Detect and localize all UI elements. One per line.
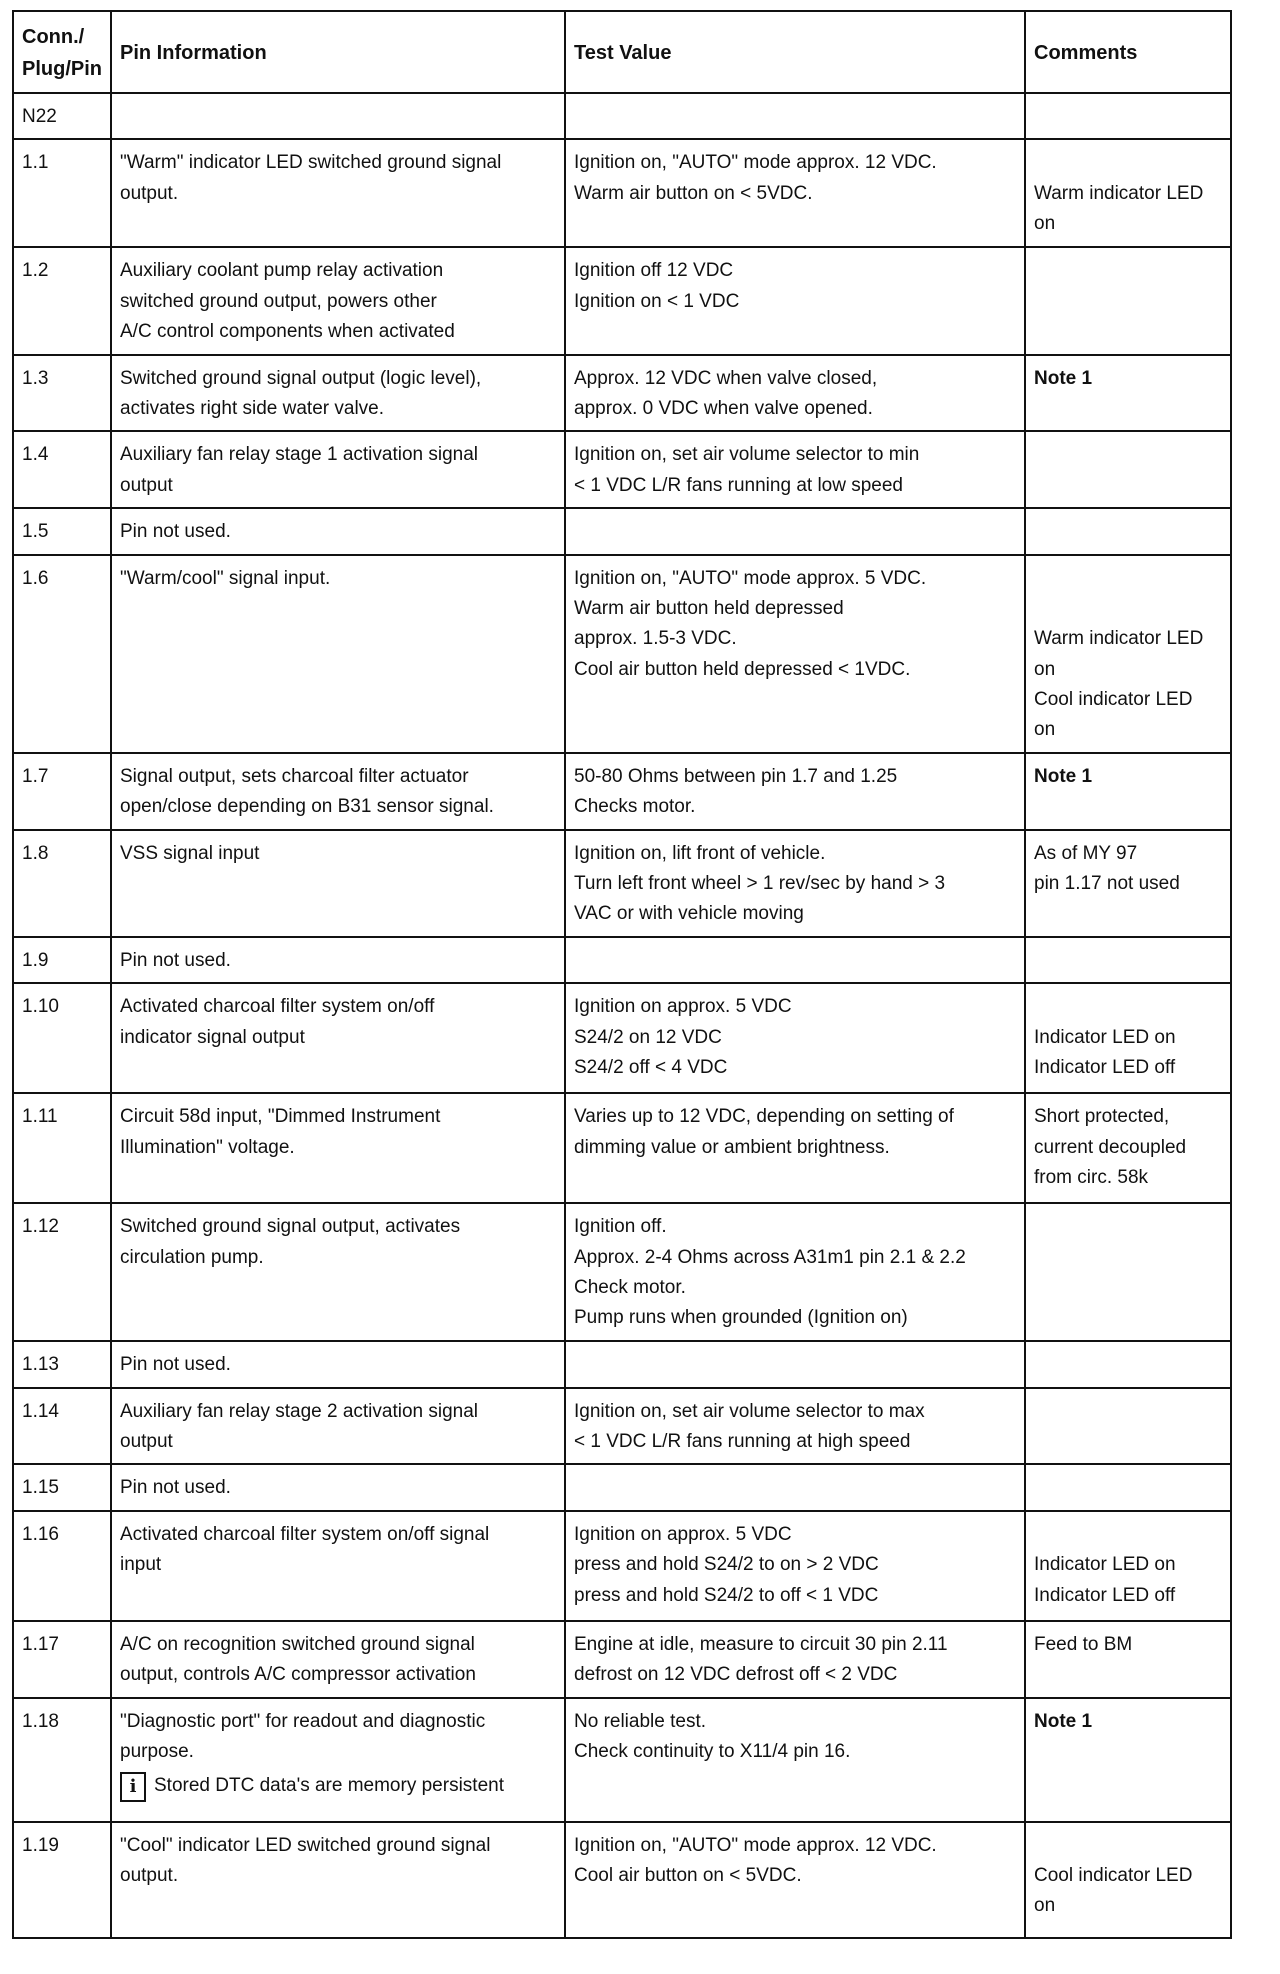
info-line: "Warm/cool" signal input. [120,567,331,589]
pin-information-cell [111,753,565,830]
info-line: output [120,1430,173,1452]
pin-number: 1.8 [22,842,49,864]
test-value-cell [565,247,1025,354]
pin-information-cell [111,247,565,354]
table-row [13,93,1231,139]
table-row [13,753,1231,830]
test-line: Cool air button on < 5VDC. [574,1864,802,1886]
info-line: Circuit 58d input, "Dimmed Instrument [120,1106,441,1128]
info-note [120,1771,556,1801]
info-line: Pin not used. [120,521,231,543]
pin-information-cell [111,431,565,508]
test-line: Ignition on, lift front of vehicle. [574,842,826,864]
test-value-cell [565,1511,1025,1621]
test-line: Ignition on, "AUTO" mode approx. 12 VDC. [574,1834,937,1856]
test-line: Check motor. [574,1276,686,1298]
pin-number: 1.15 [22,1477,59,1499]
test-value-cell [565,1388,1025,1465]
comments-line: Warm indicator LED [1034,182,1204,204]
comments-cell [1025,555,1231,753]
test-line: 50-80 Ohms between pin 1.7 and 1.25 [574,765,898,787]
comments-line [1034,1520,1222,1550]
pin-cell [13,1698,111,1822]
info-line: Signal output, sets charcoal filter actuator [120,765,469,787]
pin-cell [13,355,111,432]
test-line: Ignition on approx. 5 VDC [574,996,792,1018]
pin-number: 1.18 [22,1710,59,1732]
test-line: dimming value or ambient brightness. [574,1136,890,1158]
pin-information-cell [111,1388,565,1465]
comments-line: current decoupled [1034,1136,1187,1158]
comments-cell [1025,753,1231,830]
comments-line: Indicator LED on [1034,1026,1176,1048]
comments-line: Note 1 [1034,1710,1093,1732]
table-row [13,1511,1231,1621]
comments-cell [1025,1093,1231,1203]
table-row [13,508,1231,554]
test-value-cell [565,1341,1025,1387]
test-value-cell [565,753,1025,830]
comments-cell [1025,1203,1231,1341]
test-line: S24/2 off < 4 VDC [574,1056,728,1078]
table-row [13,139,1231,247]
info-line: purpose. [120,1740,194,1762]
test-value-cell [565,555,1025,753]
comments-line: Cool indicator LED [1034,1864,1193,1886]
table-row [13,983,1231,1093]
test-line: Approx. 2-4 Ohms across A31m1 pin 2.1 & 2.2 [574,1246,966,1268]
test-line: Ignition on, "AUTO" mode approx. 5 VDC. [574,567,927,589]
info-line: open/close depending on B31 sensor signal. [120,796,494,818]
test-line: Checks motor. [574,796,696,818]
info-line: Pin not used. [120,1354,231,1376]
test-line: No reliable test. [574,1710,707,1732]
comments-line: Note 1 [1034,367,1093,389]
pin-number: 1.13 [22,1354,59,1376]
info-line: Pin not used. [120,1477,231,1499]
test-line: Ignition on, "AUTO" mode approx. 12 VDC. [574,152,937,174]
comments-cell [1025,247,1231,354]
pin-information-cell [111,1464,565,1510]
header-comments: Comments [1025,11,1231,93]
test-line: press and hold S24/2 to off < 1 VDC [574,1584,879,1606]
test-value-cell [565,93,1025,139]
pin-number: 1.7 [22,765,49,787]
pin-cell [13,1822,111,1938]
comments-line [1034,594,1222,624]
test-line: press and hold S24/2 to on > 2 VDC [574,1554,879,1576]
test-line: Ignition on, set air volume selector to min [574,444,920,466]
info-line: switched ground output, powers other [120,290,437,312]
comments-cell [1025,937,1231,983]
pin-cell [13,139,111,247]
comments-line: Cool indicator LED [1034,689,1193,711]
pin-information-cell [111,508,565,554]
comments-line: As of MY 97 [1034,842,1138,864]
comments-line: on [1034,1895,1056,1917]
info-line: Pin not used. [120,949,231,971]
test-line: < 1 VDC L/R fans running at high speed [574,1430,911,1452]
test-value-cell [565,830,1025,937]
info-line: Auxiliary fan relay stage 2 activation signal [120,1400,479,1422]
pin-information-table [12,10,1232,1939]
info-line: "Cool" indicator LED switched ground signal [120,1834,491,1856]
table-row [13,355,1231,432]
comments-line [1034,564,1222,594]
test-value-cell [565,508,1025,554]
test-line: S24/2 on 12 VDC [574,1026,722,1048]
comments-cell [1025,1698,1231,1822]
test-line: Check continuity to X11/4 pin 16. [574,1740,851,1762]
info-line: Illumination" voltage. [120,1136,295,1158]
comments-cell [1025,1822,1231,1938]
table-row [13,1822,1231,1938]
test-line: approx. 0 VDC when valve opened. [574,397,873,419]
comments-cell [1025,93,1231,139]
table-row [13,1341,1231,1387]
pin-cell [13,1093,111,1203]
pin-number: 1.10 [22,996,59,1018]
comments-line [1034,992,1222,1022]
test-line: Ignition on approx. 5 VDC [574,1523,792,1545]
pin-cell [13,1511,111,1621]
info-line: input [120,1554,162,1576]
info-line: activates right side water valve. [120,397,385,419]
pin-information-cell [111,355,565,432]
comments-line: on [1034,213,1056,235]
pin-number: 1.4 [22,444,49,466]
test-value-cell [565,983,1025,1093]
test-value-cell [565,1203,1025,1341]
comments-line: pin 1.17 not used [1034,873,1180,895]
pin-number: 1.17 [22,1633,59,1655]
table-row [13,1093,1231,1203]
info-line: output. [120,182,179,204]
comments-line: Warm indicator LED [1034,628,1204,650]
test-line: Varies up to 12 VDC, depending on setting of [574,1106,954,1128]
table-row [13,830,1231,937]
pin-cell [13,93,111,139]
test-value-cell [565,937,1025,983]
pin-number: 1.3 [22,367,49,389]
table-row [13,1464,1231,1510]
info-line: Activated charcoal filter system on/off signal [120,1523,490,1545]
comments-line: Indicator LED off [1034,1056,1176,1078]
table-row [13,555,1231,753]
pin-cell [13,753,111,830]
info-line: output, controls A/C compressor activation [120,1664,476,1686]
comments-line: Indicator LED on [1034,1554,1176,1576]
pin-cell [13,431,111,508]
pin-number: 1.11 [22,1106,58,1128]
comments-line: Indicator LED off [1034,1584,1176,1606]
test-line: Ignition off. [574,1216,667,1238]
comments-line: on [1034,719,1056,741]
info-line: indicator signal output [120,1026,305,1048]
pin-cell [13,1203,111,1341]
pin-cell [13,1341,111,1387]
comments-line: on [1034,658,1056,680]
comments-cell [1025,139,1231,247]
info-line: Auxiliary coolant pump relay activation [120,260,444,282]
pin-number: 1.5 [22,521,49,543]
info-line: Auxiliary fan relay stage 1 activation signal [120,444,479,466]
info-line: "Diagnostic port" for readout and diagnostic [120,1710,486,1732]
pin-cell [13,937,111,983]
comments-cell [1025,1511,1231,1621]
info-line: Switched ground signal output, activates [120,1216,461,1238]
info-line: Activated charcoal filter system on/off [120,996,435,1018]
pin-number: 1.19 [22,1834,59,1856]
pin-cell [13,830,111,937]
pin-information-cell [111,1203,565,1341]
pin-information-cell [111,1698,565,1822]
pin-information-cell [111,983,565,1093]
comments-cell [1025,830,1231,937]
test-line: Ignition off 12 VDC [574,260,734,282]
comments-cell [1025,355,1231,432]
pin-information-cell [111,1822,565,1938]
info-note-text: Stored DTC data's are memory persistent [154,1775,504,1797]
test-value-cell [565,431,1025,508]
pin-cell [13,1388,111,1465]
comments-cell [1025,1464,1231,1510]
table-row [13,1388,1231,1465]
test-line: Warm air button held depressed [574,597,844,619]
info-line: output [120,474,173,496]
test-line: < 1 VDC L/R fans running at low speed [574,474,903,496]
pin-cell [13,555,111,753]
pin-number: 1.12 [22,1216,59,1238]
comments-cell [1025,1621,1231,1698]
info-line: circulation pump. [120,1246,264,1268]
pin-cell [13,508,111,554]
test-line: Approx. 12 VDC when valve closed, [574,367,878,389]
test-line: Engine at idle, measure to circuit 30 pin 2.11 [574,1633,948,1655]
comments-cell [1025,983,1231,1093]
pin-information-cell [111,937,565,983]
info-icon: i [120,1772,146,1802]
pin-information-cell [111,1341,565,1387]
header-conn-plug-pin: Conn./ Plug/Pin [13,11,111,93]
pin-cell [13,1464,111,1510]
info-line: output. [120,1864,179,1886]
test-line: defrost on 12 VDC defrost off < 2 VDC [574,1664,898,1686]
test-line: Ignition on, set air volume selector to max [574,1400,925,1422]
test-value-cell [565,1093,1025,1203]
pin-cell [13,983,111,1093]
table-row [13,247,1231,354]
pin-information-cell [111,1093,565,1203]
pin-number: 1.9 [22,949,49,971]
comments-line: from circ. 58k [1034,1166,1149,1188]
test-value-cell [565,139,1025,247]
comments-cell [1025,508,1231,554]
pin-cell [13,1621,111,1698]
pin-number: 1.14 [22,1400,59,1422]
pin-information-cell [111,1511,565,1621]
table-row [13,1698,1231,1822]
info-line: VSS signal input [120,842,260,864]
header-pin-information: Pin Information [111,11,565,93]
info-line: A/C control components when activated [120,321,455,343]
table-row [13,1621,1231,1698]
pin-information-cell [111,93,565,139]
pin-number: 1.1 [22,152,49,174]
comments-line: Note 1 [1034,765,1093,787]
test-value-cell [565,1698,1025,1822]
test-line: Cool air button held depressed < 1VDC. [574,658,911,680]
test-line: Pump runs when grounded (Ignition on) [574,1307,908,1329]
table-row [13,1203,1231,1341]
header-test-value: Test Value [565,11,1025,93]
pin-number: 1.16 [22,1523,59,1545]
comments-line [1034,148,1222,178]
pin-number: 1.6 [22,567,49,589]
pin-information-cell [111,830,565,937]
test-line: approx. 1.5-3 VDC. [574,628,737,650]
info-line: A/C on recognition switched ground signal [120,1633,475,1655]
pin-information-cell [111,1621,565,1698]
pin-information-cell [111,555,565,753]
test-value-cell [565,1822,1025,1938]
test-line: Warm air button on < 5VDC. [574,182,813,204]
test-value-cell [565,1621,1025,1698]
pin-cell [13,247,111,354]
comments-cell [1025,431,1231,508]
test-value-cell [565,355,1025,432]
comments-line: Short protected, [1034,1106,1170,1128]
test-value-cell [565,1464,1025,1510]
table-row [13,431,1231,508]
pin-number: 1.2 [22,260,49,282]
comments-line: Feed to BM [1034,1633,1133,1655]
test-line: Ignition on < 1 VDC [574,290,740,312]
table-row [13,937,1231,983]
comments-line [1034,1831,1222,1861]
pin-number: N22 [22,106,57,127]
comments-cell [1025,1388,1231,1465]
info-line: Switched ground signal output (logic level), [120,367,482,389]
test-line: VAC or with vehicle moving [574,903,804,925]
test-line: Turn left front wheel > 1 rev/sec by hand > 3 [574,873,946,895]
pin-information-cell [111,139,565,247]
header-row [13,11,1231,93]
comments-cell [1025,1341,1231,1387]
info-line: "Warm" indicator LED switched ground signal [120,152,502,174]
